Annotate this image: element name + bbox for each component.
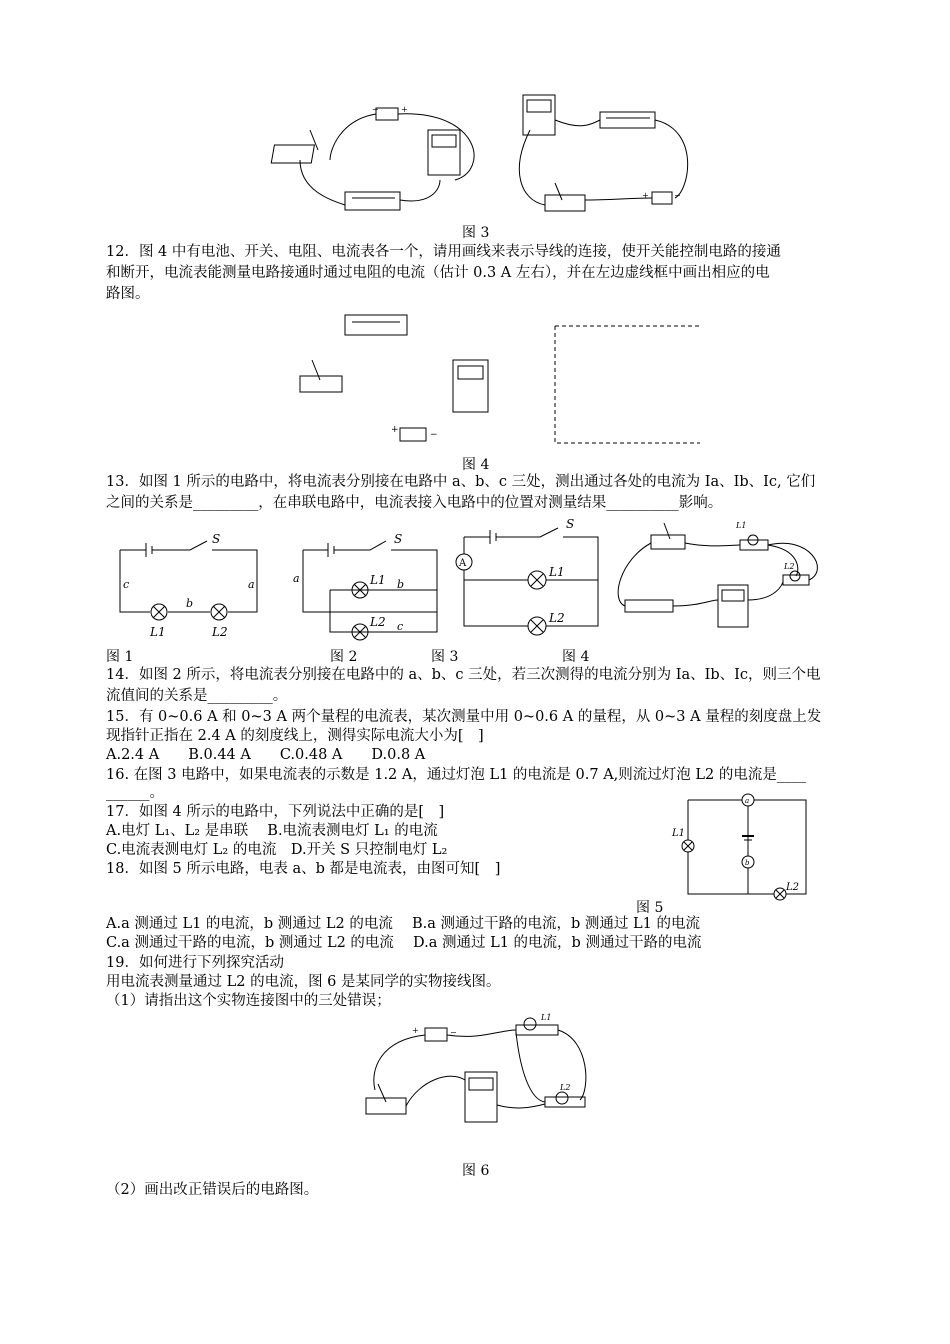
fig1-caption: 图 1	[106, 649, 134, 665]
fig1-label-c: c	[123, 578, 130, 591]
fig2-label-a: a	[293, 572, 300, 585]
q12-line-2: 和断开，电流表能测量电路接通时通过电阻的电流（估计 0.3 A 左右），并在左边虚线框中画出相应的电	[106, 265, 770, 281]
svg-text:−: −	[674, 191, 681, 200]
fig2-caption: 图 2	[330, 649, 358, 665]
q12-line-3: 路图。	[106, 286, 150, 302]
q15-options: A.2.4 A B.0.44 A C.0.48 A D.0.8 A	[106, 747, 426, 763]
svg-text:+: +	[642, 191, 649, 200]
q19-line-4: （2）画出改正错误后的电路图。	[106, 1182, 319, 1198]
fig3-ammeter-label: A	[459, 558, 467, 569]
q15-line-2: 现指针正指在 2.4 A 的刻度线上，测得实际电流大小为[ ]	[106, 728, 484, 744]
q13-line-2: 之间的关系是_________，在串联电路中，电流表接入电路中的位置对测量结果__________影响。	[106, 495, 723, 511]
fig6-label-l1: L1	[541, 1013, 552, 1022]
fig1-label-s: S	[212, 532, 221, 546]
fig2-label-b: b	[397, 578, 405, 591]
q17-line-3: C.电流表测电灯 L₂ 的电流 D.开关 S 只控制电灯 L₂	[106, 842, 448, 858]
q19-line-1: 19．如何进行下列探究活动	[106, 955, 284, 971]
svg-text:−: −	[450, 1028, 457, 1037]
fig4-label-l2: L2	[784, 562, 795, 571]
q14-line-2: 流值间的关系是_________。	[106, 688, 288, 704]
fig1-label-l1: L1	[150, 625, 166, 639]
q12-line-1: 12．图 4 中有电池、开关、电阻、电流表各一个，请用画线来表示导线的连接，使开关能控制电路的接通	[106, 244, 781, 260]
q18-option-2: C.a 测通过干路的电流，b 测通过 L2 的电流 D.a 测通过 L1 的电流，b 测通过干路的电流	[106, 935, 702, 951]
fig1-label-l2: L2	[212, 625, 228, 639]
fig3-caption: 图 3	[431, 649, 459, 665]
svg-text:−: −	[372, 105, 379, 114]
q14-line-1: 14．如图 2 所示，将电流表分别接在电路中的 a、b、c 三处，若三次测得的电流分别为 Ia、Ib、Ic，则三个电	[106, 667, 821, 683]
fig2-label-l1: L1	[370, 573, 386, 587]
fig5-label-l1: L1	[672, 828, 686, 839]
figure-5-caption: 图 5	[636, 900, 664, 916]
fig4-label-l1: L1	[736, 521, 747, 530]
svg-text:−: −	[430, 430, 438, 440]
q19-line-2: 用电流表测量通过 L2 的电流，图 6 是某同学的实物接线图。	[106, 974, 501, 990]
fig3-label-s: S	[566, 517, 575, 531]
fig6-label-l2: L2	[560, 1083, 571, 1092]
fig1-label-a: a	[248, 578, 255, 591]
q17-line-1: 17．如图 4 所示的电路中，下列说法中正确的是[ ]	[106, 804, 445, 820]
q15-line-1: 15．有 0~0.6 A 和 0~3 A 两个量程的电流表，某次测量中用 0~0.6 A 的量程，从 0~3 A 量程的刻度盘上发	[106, 709, 822, 725]
figure-3-caption: 图 3	[462, 225, 490, 241]
fig4-row-caption: 图 4	[562, 649, 590, 665]
fig5-meter-a-label: a	[745, 797, 750, 805]
q17-line-2: A.电灯 L₁、L₂ 是串联 B.电流表测电灯 L₁ 的电流	[106, 823, 438, 839]
q18-option-1: A.a 测通过 L1 的电流，b 测通过 L2 的电流 B.a 测通过干路的电流，b 测通过 L1 的电流	[106, 916, 700, 932]
fig2-label-c: c	[397, 620, 404, 633]
fig5-meter-b-label: b	[745, 859, 750, 867]
fig5-label-l2: L2	[786, 882, 800, 893]
q16-line-1: 16. 在图 3 电路中，如果电流表的示数是 1.2 A，通过灯泡 L1 的电流是 0.7 A,则流过灯泡 L2 的电流是____	[106, 767, 806, 783]
svg-text:+: +	[401, 105, 408, 114]
fig2-label-s: S	[394, 532, 403, 546]
q19-line-3: （1）请指出这个实物连接图中的三处错误；	[106, 993, 391, 1009]
q18-line-1: 18．如图 5 所示电路，电表 a、b 都是电流表，由图可知[ ]	[106, 861, 501, 877]
svg-text:+: +	[412, 1026, 419, 1035]
q13-line-1: 13．如图 1 所示的电路中，将电流表分别接在电路中 a、b、c 三处，测出通过各处的电流为 Ia、Ib、Ic, 它们	[106, 474, 816, 490]
fig3-label-l1: L1	[549, 565, 565, 579]
figure-4-caption: 图 4	[462, 457, 490, 473]
q16-line-2: ______。	[106, 785, 164, 801]
fig2-label-l2: L2	[370, 615, 386, 629]
figure-6-caption: 图 6	[462, 1163, 490, 1179]
fig1-label-b: b	[186, 597, 194, 610]
svg-text:+: +	[391, 425, 399, 435]
fig3-label-l2: L2	[549, 611, 565, 625]
